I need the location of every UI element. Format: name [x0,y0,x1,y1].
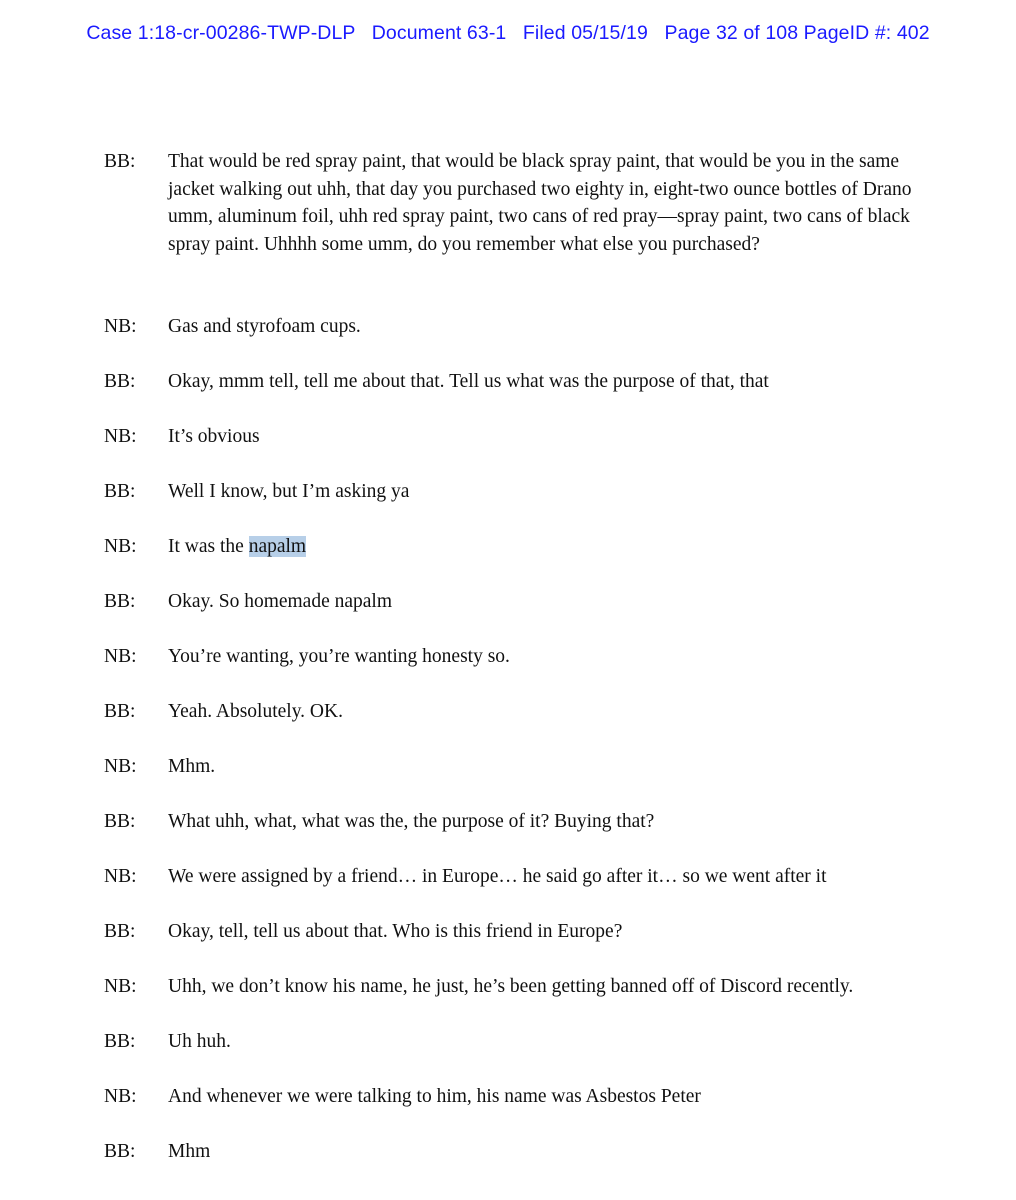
utterance-text: Uh huh. [168,1031,231,1052]
speaker-label: BB: [104,1031,136,1052]
utterance-text: Well I know, but I’m asking ya [168,481,410,502]
speaker-label: NB: [104,976,137,997]
speaker-label: NB: [104,1086,137,1107]
utterance-text [168,533,913,561]
utterance-text: Yeah. Absolutely. OK. [168,701,343,722]
speaker-label: NB: [104,646,137,667]
speaker-label: NB: [104,316,137,337]
utterance-text-prefix: It was the [168,536,249,557]
utterance-text: We were assigned by a friend… in Europe… he said go after it… so we went after it [168,866,827,887]
speaker-label: BB: [104,811,136,832]
utterance-text: Okay. So homemade napalm [168,591,393,612]
utterance-text: Mhm. [168,756,216,777]
case-number: Case 1:18-cr-00286-TWP-DLP [86,22,356,44]
utterance-text: Uhh, we don’t know his name, he just, he’s been getting banned off of Discord recently. [168,976,854,997]
utterance-text: It’s obvious [168,426,260,447]
speaker-label: BB: [104,481,136,502]
speaker-label: NB: [104,536,137,557]
utterance-text: Okay, mmm tell, tell me about that. Tell us what was the purpose of that, that [168,371,769,392]
speaker-label: BB: [104,151,136,172]
speaker-label: NB: [104,756,137,777]
speaker-label: BB: [104,921,136,942]
speaker-label: BB: [104,1141,136,1162]
speaker-label: BB: [104,591,136,612]
speaker-label: BB: [104,371,136,392]
utterance-text: You’re wanting, you’re wanting honesty so. [168,646,510,667]
utterance-text: Mhm [168,1141,211,1162]
page-id: Page 32 of 108 PageID #: 402 [664,22,930,44]
utterance-text: Gas and styrofoam cups. [168,316,361,337]
filed-date: Filed 05/15/19 [522,22,648,44]
highlighted-word[interactable]: napalm [248,536,307,557]
speaker-label: BB: [104,701,136,722]
document-number: Document 63-1 [371,22,507,44]
speaker-label: NB: [104,426,137,447]
utterance-text: Okay, tell, tell us about that. Who is this friend in Europe? [168,921,623,942]
speaker-label: NB: [104,866,137,887]
utterance-text: That would be red spray paint, that would be black spray paint, that would be you in the same jacket walking out uhh, that day you purchased two eighty in, eight-two ounce bottles of Drano umm, aluminum foil, uhh red spray paint, two cans of red pray—spray paint, two cans of black spray paint. Uhhhh some umm, do you remember what else you purchased? [168,151,912,255]
utterance-text: And whenever we were talking to him, his name was Asbestos Peter [168,1086,701,1107]
utterance-text: What uhh, what, what was the, the purpose of it? Buying that? [168,811,655,832]
